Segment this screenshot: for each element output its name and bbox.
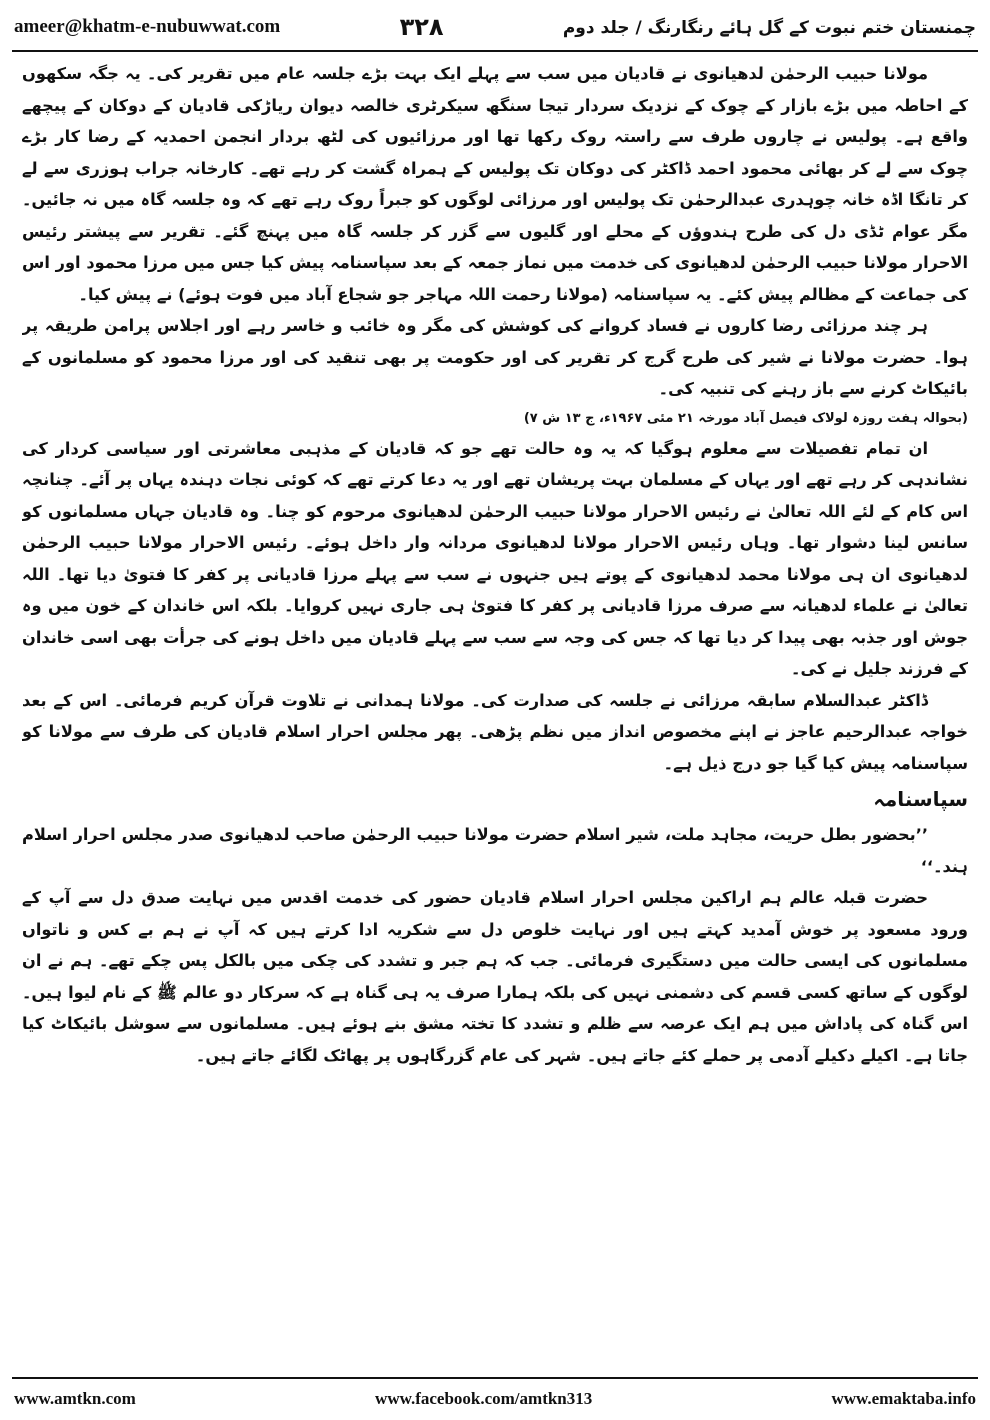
footer-link-amtkn[interactable]: www.amtkn.com [14, 1389, 136, 1408]
page-body [22, 58, 968, 1372]
salutation: ’’بحضور بطل حریت، مجاہد ملت، شیر اسلام حضرت مولانا حبیب الرحمٰن صاحب لدھیانوی صدر مجلس احرار اسلام ہند۔‘‘ [22, 825, 968, 876]
footer-link-facebook[interactable]: www.facebook.com/amtkn313 [375, 1389, 593, 1408]
section-heading: سپاسنامہ [873, 787, 968, 811]
page-header [14, 10, 976, 44]
paragraph-2: ہر چند مرزائی رضا کاروں نے فساد کروانے کی کوشش کی مگر وہ خائب و خاسر رہے اور اجلاس پرامن طریقہ پر ہوا۔ حضرت مولانا نے شیر کی طرح گرج کر تقریر کی اور حکومت پر بھی تنقید کی اور مرزا محمود کو مسلمانوں کے بائیکاٹ کرنے سے باز رہنے کی تنبیہ کی۔ [22, 316, 968, 398]
page-footer [14, 1385, 976, 1413]
header-email: ameer@khatm-e-nubuwwat.com [14, 16, 281, 37]
footer-link-emaktaba[interactable]: www.emaktaba.info [831, 1389, 976, 1408]
paragraph-3: ان تمام تفصیلات سے معلوم ہوگیا کہ یہ وہ حالت تھے جو کہ قادیان کے مذہبی معاشرتی اور سیاسی کردار کی نشاندہی کر رہے تھے اور یہاں کے مسلمان بہت پریشان تھے اور یہ دعا کرتے تھے کہ کوئی نجات دہندہ یہاں پر آئے۔ چنانچہ اس کام کے لئے اللہ تعالیٰ نے رئیس الاحرار مولانا حبیب الرحمٰن لدھیانوی مرحوم کو چنا۔ وہ قادیان جہاں مسلمانوں کو سانس لینا دشوار تھا۔ وہاں رئیس الاحرار مولانا لدھیانوی مردانہ وار داخل ہوئے۔ رئیس الاحرار مولانا حبیب الرحمٰن لدھیانوی ان ہی مولانا محمد لدھیانوی کے پوتے ہیں جنہوں نے سب سے پہلے مرزا قادیانی پر کفر کا فتویٰ دیا تھا۔ اللہ تعالیٰ نے علماء لدھیانہ سے صرف مرزا قادیانی پر کفر کا فتویٰ ہی جاری نہیں کروایا۔ بلکہ اس خاندان کے خون میں وہ جوش اور جذبہ بھی پیدا کر دیا تھا کہ جس کی وجہ سے سب سے پہلے قادیان میں داخل ہونے کی جرأت بھی اسی خاندان کے فرزند جلیل نے کی۔ [22, 438, 968, 678]
book-title: چمنستان ختم نبوت کے گل ہائے رنگارنگ / جلد دوم [562, 17, 976, 38]
page-number: ۳۲۸ [399, 13, 444, 41]
paragraph-5: حضرت قبلہ عالم ہم اراکین مجلس احرار اسلام قادیان حضور کی خدمت اقدس میں نہایت صدق دل سے آپ کے ورود مسعود پر خوش آمدید کہتے ہیں اور نہایت خلوص دل سے شکریہ ادا کرتے ہیں کہ آپ نے ہم بے کس و ناتواں مسلمانوں کی ایسی حالت میں دستگیری فرمائی۔ جب کہ ہم جبر و تشدد کی چکی میں بالکل پس چکے تھے۔ ہم نے ان لوگوں کے ساتھ کسی قسم کی دشمنی نہیں کی بلکہ ہمارا صرف یہ ہی گناہ ہے کہ سرکار دو عالم ﷺ کے نام لیوا ہیں۔ اس گناہ کی پاداش میں ہم ایک عرصہ سے ظلم و تشدد کا تختہ مشق بنے ہوئے ہیں۔ مسلمانوں سے سوشل بائیکاٹ کیا جاتا ہے۔ اکیلے دکیلے آدمی پر حملے کئے جاتے ہیں۔ شہر کی عام گزرگاہوں پر پھاٹک لگائے جاتے ہیں۔ [22, 888, 968, 1065]
citation: (بحوالہ ہفت روزہ لولاک فیصل آباد مورخہ ۲۱ مئی ۱۹۶۷ء، ج ۱۳ ش ۷) [523, 410, 968, 426]
header-divider [12, 50, 978, 52]
paragraph-1: مولانا حبیب الرحمٰن لدھیانوی نے قادیان میں سب سے پہلے ایک بہت بڑے جلسہ عام میں تقریر کی۔ یہ جگہ سکھوں کے احاطہ میں بڑے بازار کے چوک کے نزدیک سردار تیجا سنگھ سیکرٹری خالصہ دیوان ریاڑکی قادیان کے دوکان کے پیچھے واقع ہے۔ پولیس نے چاروں طرف سے راستہ روک رکھا تھا اور مرزائیوں کی لٹھ بردار انجمن احمدیہ کے رضا کار بڑے چوک سے لے کر بھائی محمود احمد ڈاکٹر کی دوکان تک پولیس کے ہمراہ گشت کر رہے تھے۔ کارخانہ جراب ہوزری سے لے کر تانگا اڈہ خانہ چوہدری عبدالرحمٰن تک پولیس اور مرزائی لوگوں کو جبراً روک رہے تھے کہ وہ جلسہ گاہ میں نہ جائیں۔ مگر عوام ٹڈی دل کی طرح ہندوؤں کے محلے اور گلیوں سے گزر کر جلسہ گاہ میں پہنچ گئے۔ تقریر سے پیشتر رئیس الاحرار مولانا حبیب الرحمٰن لدھیانوی کی خدمت میں نماز جمعہ کے بعد سپاسنامہ پیش کیا جس میں مرزا محمود اور اس کی جماعت کے مظالم پیش کئے۔ یہ سپاسنامہ (مولانا رحمت اللہ مہاجر جو شجاع آباد میں فوت ہوئے) نے پیش کیا۔ [22, 64, 968, 304]
footer-divider [12, 1377, 978, 1379]
paragraph-4: ڈاکٹر عبدالسلام سابقہ مرزائی نے جلسہ کی صدارت کی۔ مولانا ہمدانی نے تلاوت قرآن کریم فرمائی۔ اس کے بعد خواجہ عبدالرحیم عاجز نے اپنے مخصوص انداز میں نظم پڑھی۔ پھر مجلس احرار اسلام قادیان کی طرف سے مولانا کو سپاسنامہ پیش کیا گیا جو درج ذیل ہے۔ [22, 690, 968, 773]
